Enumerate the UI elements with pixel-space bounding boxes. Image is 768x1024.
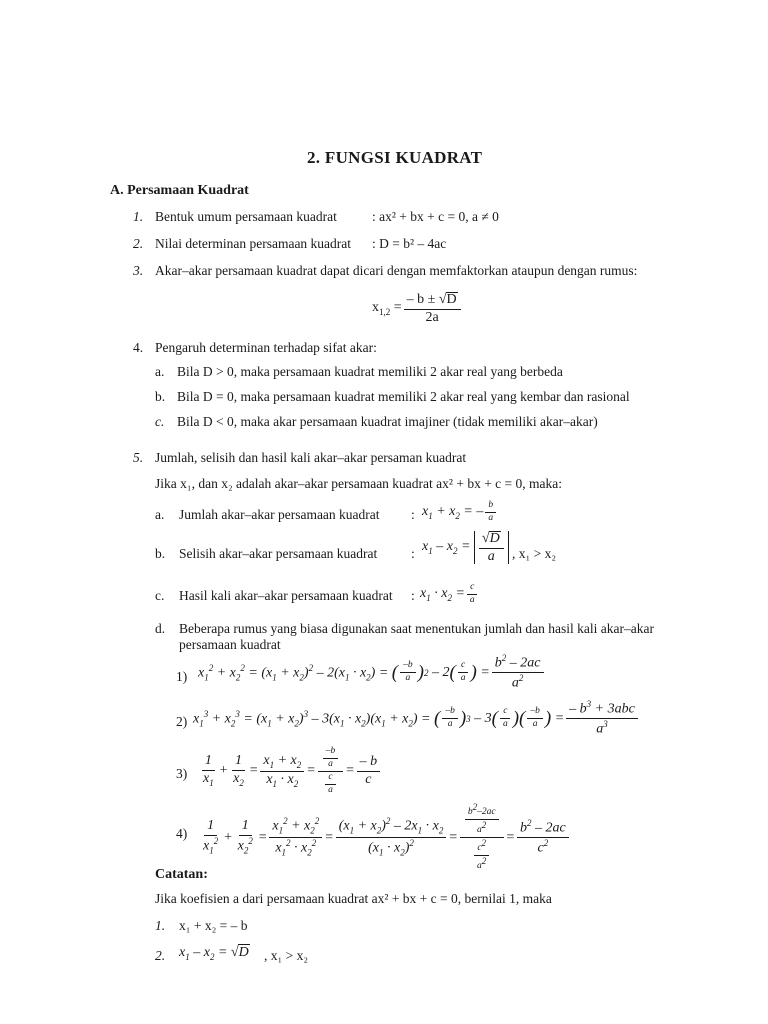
item-4a-text: Bila D > 0, maka persamaan kuadrat memiliki 2 akar real yang berbeda [177, 364, 563, 379]
item-4b-text: Bila D = 0, maka persamaan kuadrat memiliki 2 akar real yang kembar dan rasional [177, 389, 630, 404]
item-5d-line2: persamaan kuadrat [179, 637, 281, 652]
note-number-1: 1. [155, 918, 166, 933]
item-4c-text: Bila D < 0, maka akar persamaan kuadrat imajiner (tidak memiliki akar–akar) [177, 414, 598, 429]
page-title: 2. FUNGSI KUADRAT [307, 148, 483, 167]
item-5a-number: a. [155, 507, 165, 522]
item-5c-number: c. [155, 588, 165, 603]
item-number-3: 3. [133, 263, 144, 278]
note-heading: Catatan: [155, 867, 208, 882]
formula-4-number: 4) [176, 826, 188, 841]
formula-3-number: 3) [176, 766, 188, 781]
item-4-text: Pengaruh determinan terhadap sifat akar: [155, 340, 377, 355]
item-5a-colon: : [411, 507, 415, 522]
item-5b-condition: , x₁ > x₂ [512, 546, 557, 561]
formula-1: $x_1^2 + x_2^2 = (x_1 + x_2)^2 - 2(x_1 \cdot x_2)$ = ( $\frac{-b}{a}$ ) 2 – 2 ( $\frac{c}{a}$ ) = $\frac{b^2 - 2ac}{a^2}$ [198, 654, 546, 692]
item-5b-colon: : [411, 546, 415, 561]
note-item-2-formula: $x_1 - x_2 = √D$ [179, 945, 249, 962]
item-5b-number: b. [155, 546, 166, 561]
item-1-label: Bentuk umum persamaan kuadrat [155, 209, 337, 224]
formula-3: $\frac{1}{x_1}$ + $\frac{1}{x_2}$ = $\frac{x_1 + x_2}{x_1 \cdot x_2}$ = $\frac{\frac{-b}{a}}{\frac{c}{a}}$ = $\frac{- b}{c}$ [198, 747, 382, 796]
item-5-intro: Jika x₁, dan x₂ adalah akar–akar persamaan kuadrat ax² + bx + c = 0, maka: [155, 476, 563, 491]
item-4b-number: b. [155, 389, 166, 404]
difference-of-roots-formula: $x_1 - x_2$ = $\frac{√D}{a}$ [422, 531, 509, 564]
quadratic-formula: $x_{1,2}$ = $\frac{- b \pm √D}{2a}$ [372, 292, 463, 325]
item-5c-colon: : [411, 588, 415, 603]
sum-of-roots-formula: $x_1 + x_2$ = – $\frac{b}{a}$ [422, 501, 498, 524]
item-number-5: 5. [133, 450, 144, 465]
item-4c-number: c. [155, 414, 165, 429]
note-item-2-condition: , x₁ > x₂ [264, 948, 309, 963]
formula-1-number: 1) [176, 669, 188, 684]
product-of-roots-formula: $x_1 \cdot x_2$ = $\frac{c}{a}$ [420, 583, 480, 606]
formula-2-number: 2) [176, 714, 188, 729]
item-number-2: 2. [133, 236, 144, 251]
item-5c-text: Hasil kali akar–akar persamaan kuadrat [179, 588, 393, 603]
item-5b-text: Selisih akar–akar persamaan kuadrat [179, 546, 378, 561]
item-2-label: Nilai determinan persamaan kuadrat [155, 236, 352, 251]
item-2-value: : D = b² – 4ac [372, 236, 447, 251]
item-5a-text: Jumlah akar–akar persamaan kuadrat [179, 507, 380, 522]
formula-2: $x_1^3 + x_2^3 = (x_1 + x_2)^3 - 3(x_1 \cdot x_2)(x_1 + x_2)$ = ( $\frac{-b}{a}$ ) 3 – 3 ( $\frac{c}{a}$ )( $\frac{-b}{a}$ ) = $\frac{- b^3 + 3abc}{a^3}$ [193, 700, 640, 738]
section-heading-a: A. Persamaan Kuadrat [110, 183, 249, 198]
item-number-4: 4. [133, 340, 144, 355]
note-text: Jika koefisien a dari persamaan kuadrat ax² + bx + c = 0, bernilai 1, maka [155, 891, 552, 906]
item-1-value: : ax² + bx + c = 0, a ≠ 0 [372, 209, 499, 224]
item-5-text: Jumlah, selisih dan hasil kali akar–akar persaman kuadrat [155, 450, 467, 465]
item-5d-line1: Beberapa rumus yang biasa digunakan saat menentukan jumlah dan hasil kali akar–akar [179, 621, 654, 636]
item-3-text: Akar–akar persamaan kuadrat dapat dicari dengan memfaktorkan ataupun dengan rumus: [155, 263, 638, 278]
item-5d-number: d. [155, 621, 166, 636]
note-item-1: x₁ + x₂ = – b [179, 918, 248, 933]
formula-4: $\frac{1}{x_1^2}$ + $\frac{1}{x_2^2}$ = $\frac{x_1^2 + x_2^2}{x_1^2 \cdot x_2^2}$ = $\frac{(x_1 + x_2)^2 - 2x_1 \cdot x_2}{(x_1 \cdot x_2)^2}$ = $\frac{\frac{b^2-2ac}{a^2}}{\frac{c^2}{a^2}}$ = $\frac{b^2 - 2ac}{c^2}$ [198, 803, 571, 873]
item-number-1: 1. [133, 209, 144, 224]
note-number-2: 2. [155, 948, 166, 963]
item-4a-number: a. [155, 364, 165, 379]
